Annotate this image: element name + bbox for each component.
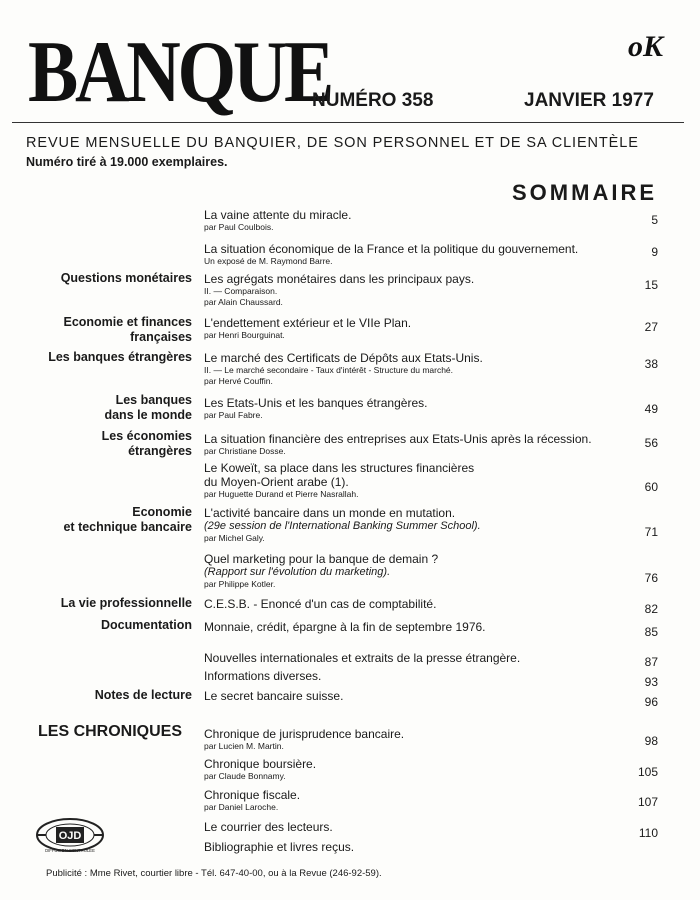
page-number: 38 [644, 357, 658, 371]
toc-heading: SOMMAIRE [512, 180, 657, 205]
toc-entry: La situation économique de la France et la politique du gouvernement. Un exposé de M. Raymond Barre. [204, 242, 579, 266]
page-number: 27 [644, 320, 658, 334]
page-number: 107 [637, 795, 658, 809]
page-number: 76 [644, 571, 658, 585]
toc-entry: Les agrégats monétaires dans les principaux pays. II. — Comparaison. par Alain Chaussard. [204, 272, 475, 307]
page-number: 105 [637, 765, 658, 779]
toc-entry: La vaine attente du miracle. par Paul Coulbois. [204, 208, 352, 232]
toc-entry: Les Etats-Unis et les banques étrangères. par Paul Fabre. [204, 396, 428, 420]
page-number: 60 [644, 480, 658, 494]
page-number: 56 [644, 436, 658, 450]
print-run: Numéro tiré à 19.000 exemplaires. [26, 155, 228, 169]
handwritten-mark: oK [628, 30, 664, 63]
header-divider [12, 122, 684, 123]
toc-entry: Monnaie, crédit, épargne à la fin de septembre 1976. [204, 620, 486, 634]
ojd-stamp-icon [34, 815, 106, 855]
toc-entry: Le marché des Certificats de Dépôts aux Etats-Unis. II. — Le marché secondaire - Taux d'intérêt - Structure du marché. par Hervé Couffin. [204, 351, 483, 386]
page-number: 96 [644, 695, 658, 709]
toc-entry: Nouvelles internationales et extraits de la presse étrangère. [204, 651, 521, 665]
page-number: 9 [651, 245, 658, 259]
page-number: 87 [644, 655, 658, 669]
issue-number: NUMÉRO 358 [312, 90, 434, 111]
section-label: Questions monétaires [60, 271, 192, 285]
toc-entry: La situation financière des entreprises aux Etats-Unis après la récession. par Christiane Dosse. [204, 432, 592, 456]
section-label: Les banques étrangères [48, 350, 192, 364]
toc-entry: Quel marketing pour la banque de demain ? (Rapport sur l'évolution du marketing). par Philippe Kotler. [204, 552, 439, 589]
toc-entry: L'activité bancaire dans un monde en mutation. (29e session de l'International Banking Summer School). par Michel Galy. [204, 506, 481, 543]
toc-entry: L'endettement extérieur et le VIIe Plan. par Henri Bourguinat. [204, 316, 412, 340]
page-number: 93 [644, 675, 658, 689]
page-number: 85 [644, 625, 658, 639]
issue-date: JANVIER 1977 [524, 90, 654, 111]
footer-advertising: Publicité : Mme Rivet, courtier libre - Tél. 647-40-00, ou à la Revue (246-92-59). [46, 868, 382, 879]
toc-entry: Chronique boursière. par Claude Bonnamy. [204, 757, 317, 781]
toc-entry: Bibliographie et livres reçus. [204, 840, 355, 854]
page-number: 15 [644, 278, 658, 292]
section-label: Les économies étrangères [101, 429, 192, 458]
section-label: Les banques dans le monde [104, 393, 192, 422]
page-number: 82 [644, 602, 658, 616]
page-number: 98 [644, 734, 658, 748]
section-label-chroniques: LES CHRONIQUES [38, 723, 183, 740]
section-label: Economie et finances françaises [63, 315, 192, 344]
stamp-ring-text: DIFFUSION CONTROLEE [45, 848, 95, 853]
toc-entry: Chronique de jurisprudence bancaire. par Lucien M. Martin. [204, 727, 405, 751]
toc-entry: Informations diverses. [204, 669, 322, 683]
toc-entry: Le courrier des lecteurs. [204, 820, 333, 834]
section-label: Documentation [101, 618, 192, 632]
page-number: 49 [644, 402, 658, 416]
masthead-logo: BANQUE [28, 23, 332, 121]
page-number: 110 [638, 826, 658, 840]
page-number: 71 [644, 525, 658, 539]
toc-entry: Le Koweït, sa place dans les structures financières du Moyen-Orient arabe (1). par Huguette Durand et Pierre Nasrallah. [204, 461, 475, 499]
tagline: REVUE MENSUELLE DU BANQUIER, DE SON PERSONNEL ET DE SA CLIENTÈLE [26, 135, 639, 151]
section-label: Economie et technique bancaire [63, 505, 192, 534]
toc-entry: Chronique fiscale. par Daniel Laroche. [204, 788, 301, 812]
toc-entry: C.E.S.B. - Enoncé d'un cas de comptabilité. [204, 597, 437, 611]
toc-entry: Le secret bancaire suisse. [204, 689, 344, 703]
section-label: Notes de lecture [94, 688, 192, 702]
page-number: 5 [651, 213, 658, 227]
stamp-center-text: OJD [58, 830, 82, 842]
section-label: La vie professionnelle [60, 596, 192, 610]
